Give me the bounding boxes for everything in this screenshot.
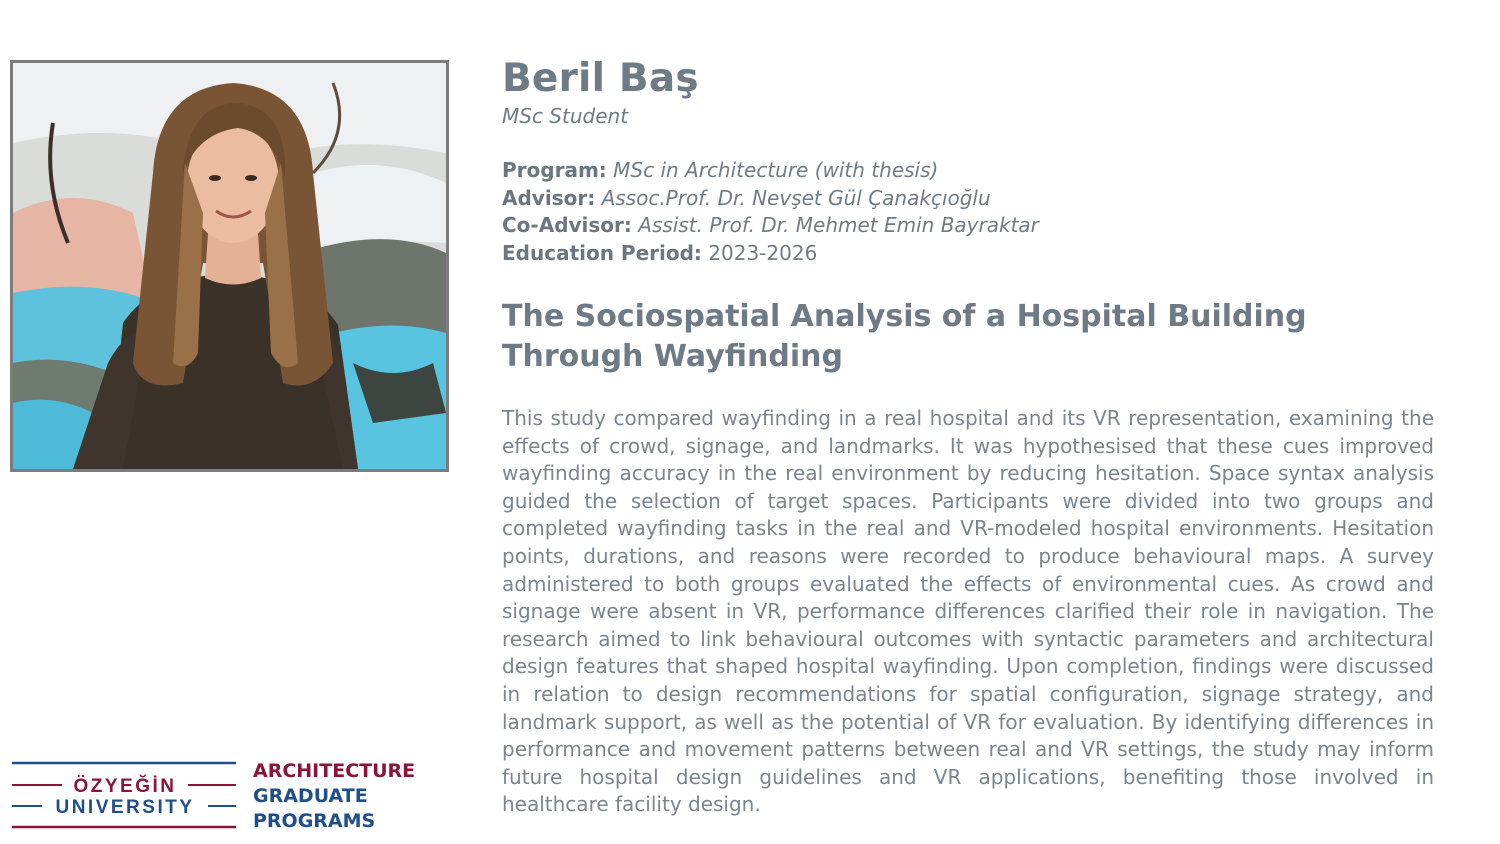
education-period-row <box>502 240 1434 268</box>
student-info <box>502 56 1434 819</box>
program-label: Program: <box>502 158 607 182</box>
education-period-value: 2023-2026 <box>708 240 818 265</box>
ozyegin-university-logo <box>12 760 242 832</box>
student-portrait-photo <box>10 60 449 472</box>
thesis-abstract: This study compared wayfinding in a real hospital and its VR representation, examining the effects of crowd, signage, and landmarks. It was hypothesised that these cues improved wayfinding accuracy in the real environment by reducing hesitation. Space syntax analysis guided the selection of target spaces. Participants were divided into two groups and completed wayfinding tasks in the real and VR-modeled hospital environments. Hesitation points, durations, and reasons were recorded to produce behavioural maps. A survey administered to both groups evaluated the effects of environmental cues. As crowd and signage were absent in VR, performance differences clarified their role in navigation. The research aimed to link behavioural outcomes with syntactic parameters and architectural design features that shaped hospital wayfinding. Upon completion, findings were discussed in relation to design recommendations for spatial configuration, signage strategy, and landmark support, as well as the potential of VR for evaluation. By identifying differences in performance and movement patterns between real and VR settings, the study may inform future hospital design guidelines and VR applications, benefiting those involved in healthcare facility design. <box>502 406 1434 817</box>
advisor-label: Advisor: <box>502 185 596 210</box>
architecture-graduate-programs <box>253 759 415 834</box>
student-name: Beril Baş <box>502 56 699 101</box>
co-advisor-row <box>502 212 1434 240</box>
co-advisor-value: Assist. Prof. Dr. Mehmet Emin Bayraktar <box>638 213 1039 237</box>
programs-line-graduate: GRADUATE <box>253 785 368 807</box>
advisor-row <box>502 185 1434 213</box>
thesis-title: The Sociospatial Analysis of a Hospital Building Through Wayfinding <box>502 299 1307 374</box>
education-period-label: Education Period: <box>502 240 702 265</box>
programs-line-architecture: ARCHITECTURE <box>253 760 416 782</box>
program-value: MSc in Architecture (with thesis) <box>613 158 939 182</box>
student-role: MSc Student <box>502 104 629 128</box>
programs-line-programs: PROGRAMS <box>253 810 376 832</box>
program-row <box>502 157 1434 185</box>
co-advisor-label: Co-Advisor: <box>502 213 632 237</box>
advisor-value: Assoc.Prof. Dr. Nevşet Gül Çanakçıoğlu <box>601 185 991 210</box>
logo-line1: ÖZYEĞİN <box>73 776 177 797</box>
logo-line2: UNIVERSITY <box>55 797 195 818</box>
